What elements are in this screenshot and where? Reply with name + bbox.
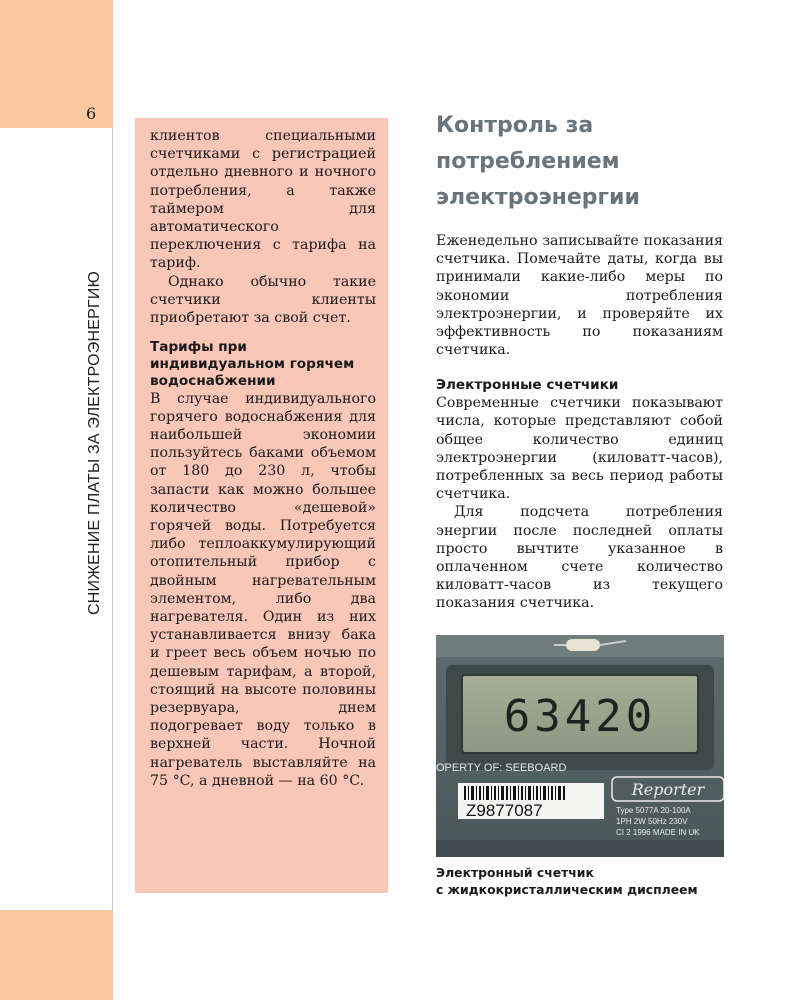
page-number: 6: [86, 104, 97, 123]
sidebar-paragraph: Однако обычно такие счетчики клиенты приобретают за свой счет.: [150, 273, 376, 327]
spec-line: Type 5077A 20-100A: [616, 806, 691, 815]
caption-line: с жидкокристаллическим дисплеем: [436, 882, 698, 897]
meter-reading: 63420: [503, 691, 657, 742]
property-label: OPERTY OF: SEEBOARD: [436, 762, 567, 774]
bottom-color-tab: [0, 910, 113, 1000]
brand-label: Reporter: [631, 780, 705, 799]
body-paragraph: Для подсчета потребления энергии после последней оплаты просто вычтите указанное в оплаченном счете количество киловатт-часов из текущего показания счетчика.: [436, 504, 723, 612]
meter-photo: [436, 635, 724, 857]
sidebar-box: [135, 118, 388, 893]
serial-number: Z9877087: [466, 801, 543, 820]
subheading: Электронные счетчики: [436, 377, 619, 394]
margin-rule: [112, 128, 113, 910]
main-column: [436, 232, 723, 613]
main-heading: Контроль за потреблением электроэнергии: [436, 113, 640, 210]
spec-line: 1PH 2W 50Hz 230V: [616, 817, 688, 826]
sidebar-paragraph: В случае индивидуального горячего водоснабжения для наибольшей экономии пользуйтесь баками объемом от 180 до 230 л, чтобы запасти как можно большее количество «дешевой» горячей воды. Потребуется либо теплоаккумулирующий отопительный прибор с двойным нагревательным элементом, либо два нагревателя. Один из них устанавливается внизу бака и греет весь объем ночью по дешевым тарифам, а второй, стоящий на высоте половины резервуара, днем подогревает воду только в верхней части. Ночной нагреватель выставляйте на 75 °C, а дневной — на 60 °C.: [150, 390, 376, 789]
photo-caption: [436, 864, 726, 898]
intro-paragraph: Еженедельно записывайте показания счетчика. Помечайте даты, когда вы принимали какие-либо меры по экономии потребления электроэнергии, и проверяйте их эффективность по показаниям счетчика.: [436, 233, 723, 359]
component-icon: [566, 639, 600, 651]
caption-line: Электронный счетчик: [436, 865, 594, 880]
section-title: СНИЖЕНИЕ ПЛАТЫ ЗА ЭЛЕКТРОЭНЕРГИЮ: [86, 271, 103, 615]
spec-line: CI 2 1996 MADE IN UK: [616, 828, 700, 837]
body-paragraph: Современные счетчики показывают числа, которые представляют собой общее количество единиц электроэнергии (киловатт-часов), потребленных за весь период работы счетчика.: [436, 395, 723, 503]
sidebar-paragraph: клиентов специальными счетчиками с регистрацией отдельно дневного и ночного потребления, а также таймером для автоматического переключения с тарифа на тариф.: [150, 128, 376, 272]
sidebar-heading: Тарифы при индивидуальном горячем водоснабжении: [150, 339, 355, 389]
